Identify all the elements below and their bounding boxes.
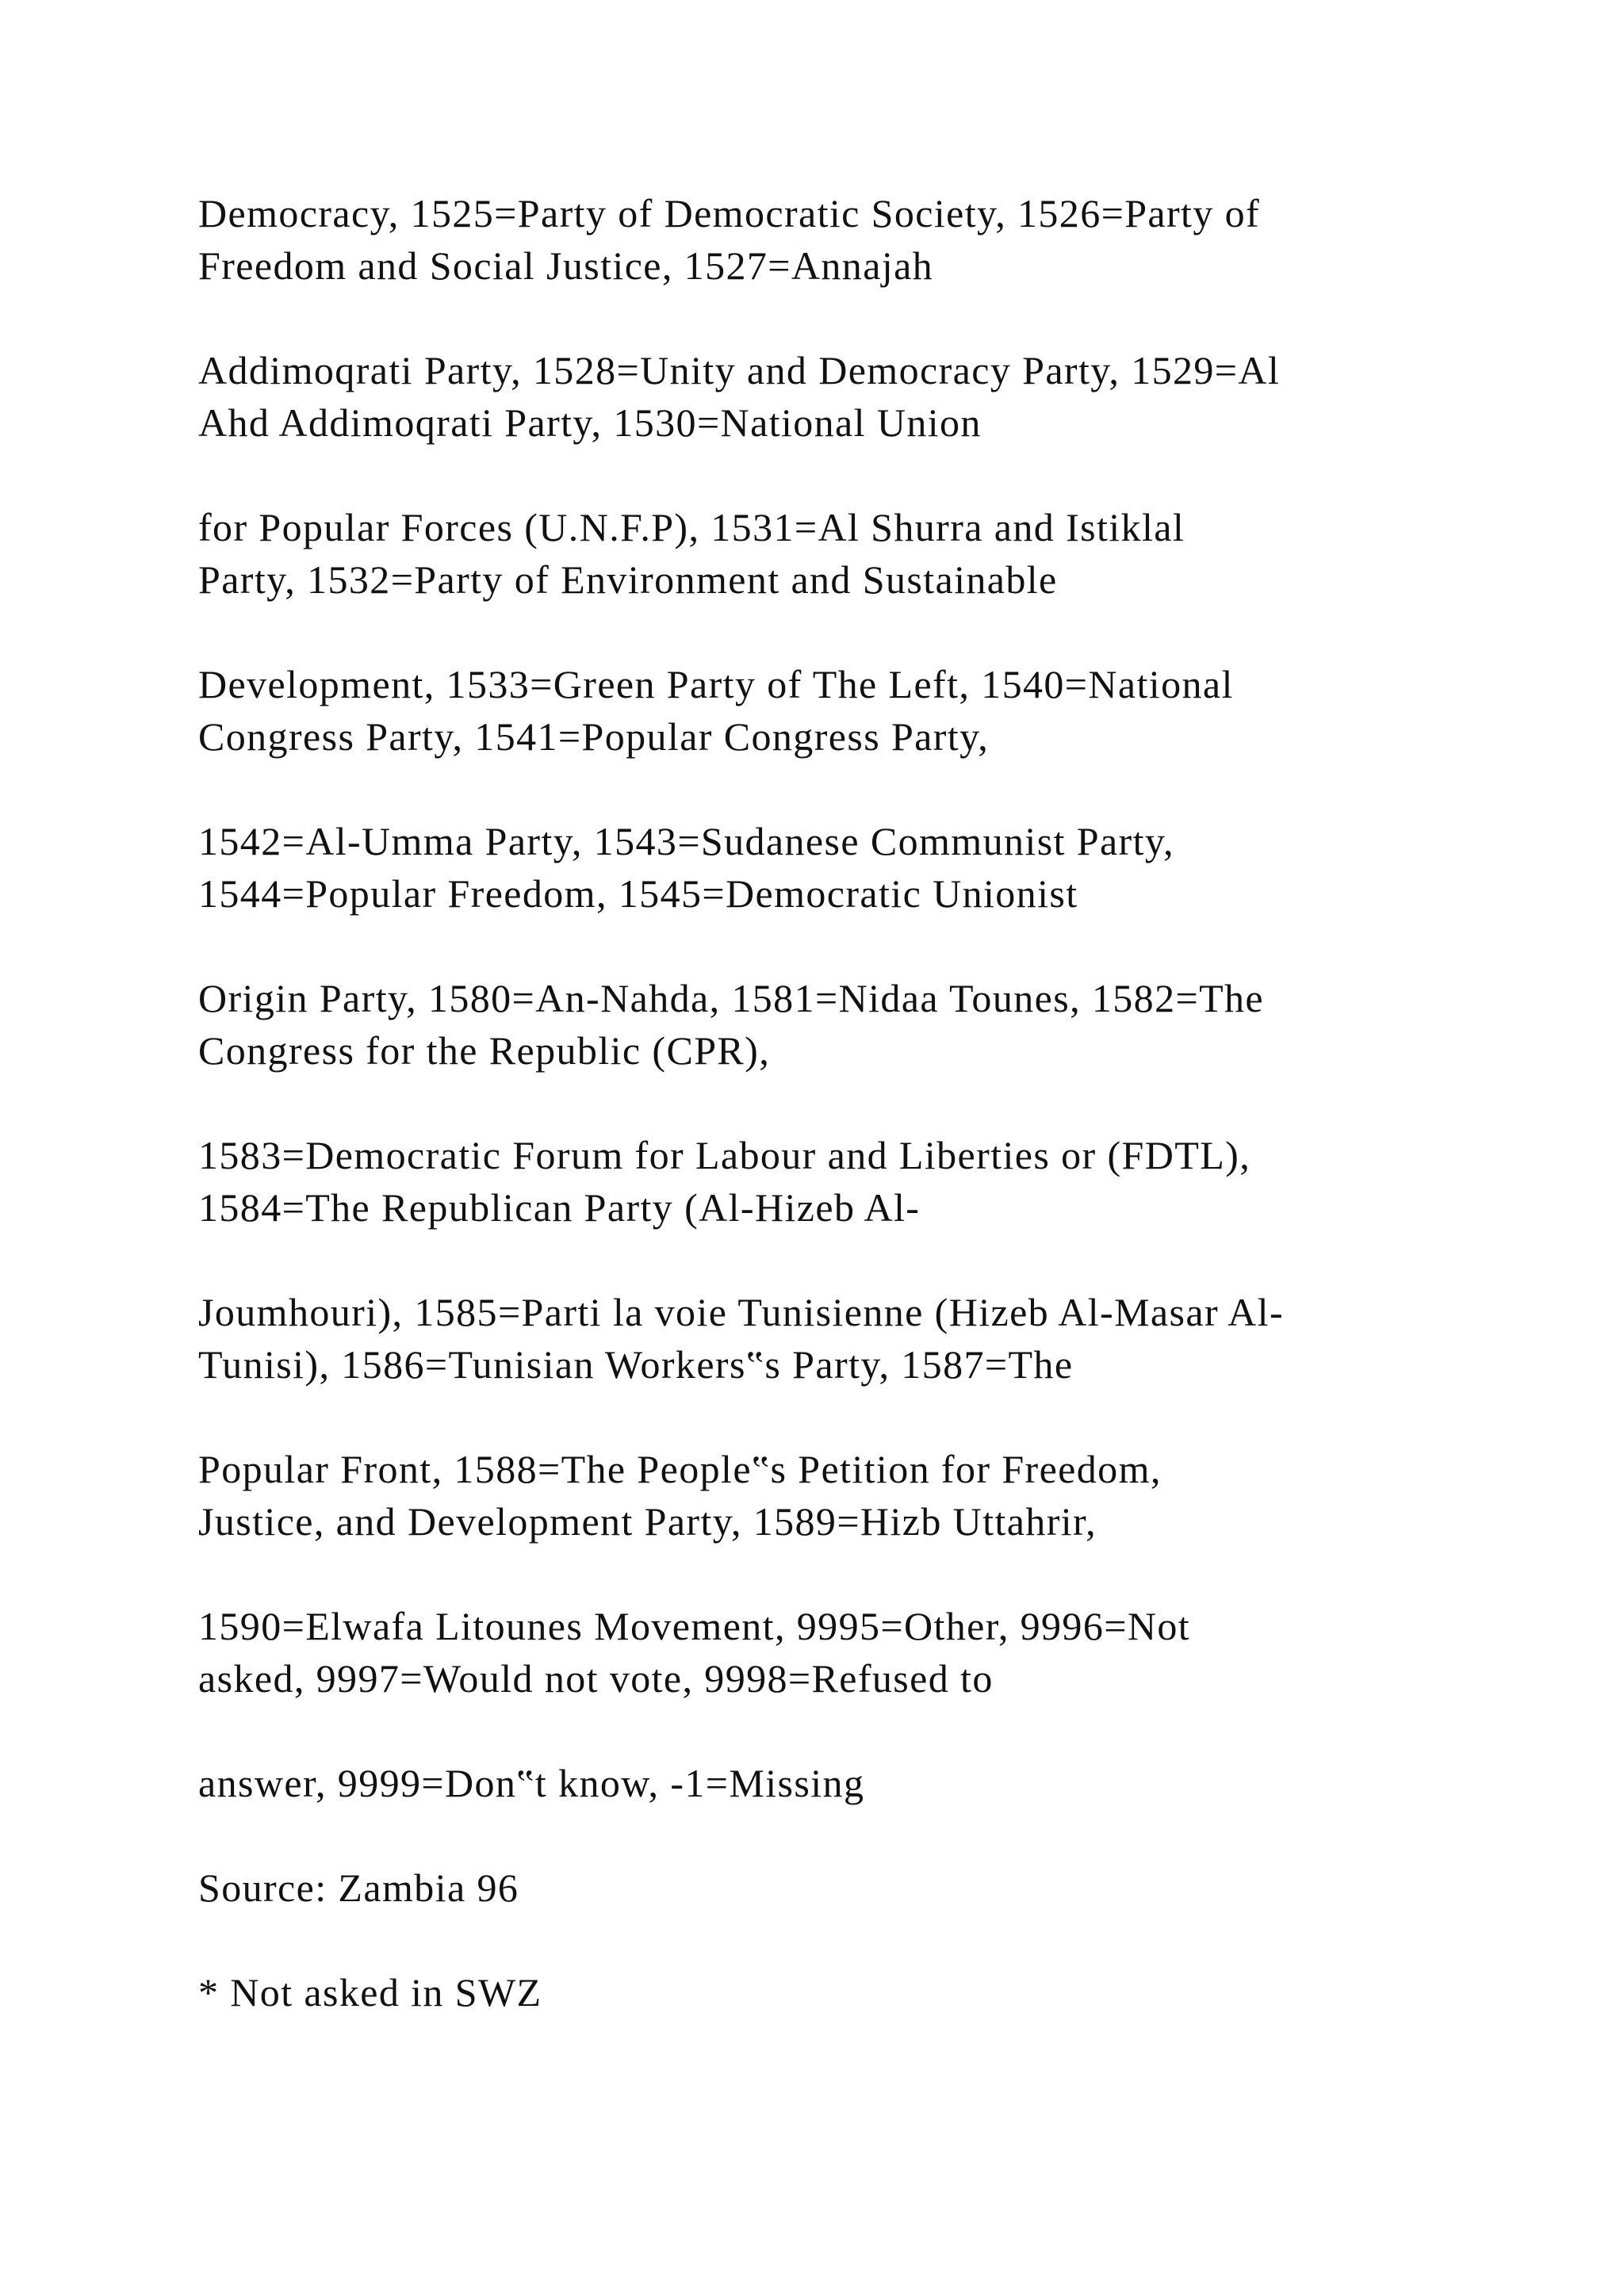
- footnote: [198, 1966, 1483, 2019]
- text-line: Tunisi), 1586=Tunisian Workers‟s Party, 1587=The: [198, 1342, 1074, 1387]
- paragraph-7: [198, 1129, 1483, 1234]
- text-line: Party, 1532=Party of Environment and Sustainable: [198, 557, 1058, 602]
- paragraph-1: [198, 187, 1483, 292]
- text-line: Justice, and Development Party, 1589=Hizb Uttahrir,: [198, 1499, 1097, 1544]
- paragraph-5: [198, 815, 1483, 920]
- text-line: Source: Zambia 96: [198, 1866, 519, 1910]
- text-line: Popular Front, 1588=The People‟s Petition for Freedom,: [198, 1447, 1162, 1491]
- text-line: 1590=Elwafa Litounes Movement, 9995=Other, 9996=Not: [198, 1604, 1191, 1648]
- text-line: for Popular Forces (U.N.F.P), 1531=Al Shurra and Istiklal: [198, 505, 1185, 549]
- source-note: [198, 1862, 1483, 1914]
- text-line: Congress Party, 1541=Popular Congress Party,: [198, 714, 990, 759]
- text-line: Democracy, 1525=Party of Democratic Society, 1526=Party of: [198, 191, 1261, 235]
- paragraph-9: [198, 1443, 1483, 1548]
- paragraph-10: [198, 1600, 1483, 1705]
- text-line: Ahd Addimoqrati Party, 1530=National Union: [198, 400, 982, 445]
- paragraph-6: [198, 972, 1483, 1077]
- text-line: Joumhouri), 1585=Parti la voie Tunisienne (Hizeb Al-Masar Al-: [198, 1290, 1285, 1334]
- text-line: answer, 9999=Don‟t know, -1=Missing: [198, 1761, 865, 1805]
- text-line: 1542=Al-Umma Party, 1543=Sudanese Communist Party,: [198, 819, 1174, 863]
- document-body: [198, 187, 1483, 2071]
- paragraph-4: [198, 658, 1483, 763]
- paragraph-2: [198, 344, 1483, 449]
- paragraph-11: [198, 1757, 1483, 1809]
- paragraph-3: [198, 501, 1483, 606]
- paragraph-8: [198, 1286, 1483, 1391]
- text-line: 1584=The Republican Party (Al-Hizeb Al-: [198, 1185, 921, 1230]
- text-line: * Not asked in SWZ: [198, 1970, 542, 2015]
- text-line: Origin Party, 1580=An-Nahda, 1581=Nidaa Tounes, 1582=The: [198, 976, 1265, 1020]
- text-line: 1583=Democratic Forum for Labour and Liberties or (FDTL),: [198, 1133, 1251, 1177]
- text-line: asked, 9997=Would not vote, 9998=Refused to: [198, 1656, 994, 1701]
- text-line: 1544=Popular Freedom, 1545=Democratic Unionist: [198, 871, 1078, 916]
- text-line: Freedom and Social Justice, 1527=Annajah: [198, 243, 934, 288]
- text-line: Addimoqrati Party, 1528=Unity and Democracy Party, 1529=Al: [198, 348, 1281, 392]
- text-line: Congress for the Republic (CPR),: [198, 1028, 771, 1073]
- text-line: Development, 1533=Green Party of The Left, 1540=National: [198, 662, 1234, 706]
